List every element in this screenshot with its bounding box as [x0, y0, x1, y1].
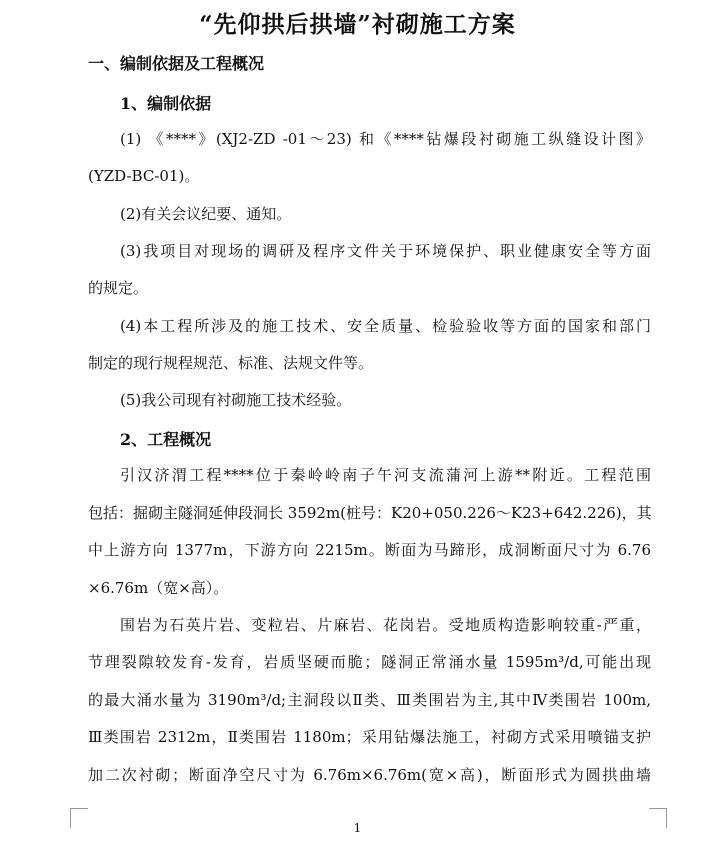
subsection-heading-basis: 1、编制依据	[120, 94, 212, 113]
paragraph-line: 中上游方向 1377m，下游方向 2215m。断面为马蹄形，成洞断面尺寸为 6.76	[88, 541, 651, 559]
paragraph-line: 制定的现行规程规范、标准、法规文件等。	[88, 354, 374, 372]
document-title: “先仰拱后拱墙”衬砌施工方案	[199, 11, 516, 38]
paragraph-line: (1) 《****》(XJ2-ZD -01～23) 和《****钻爆段衬砌施工纵缝设计图》	[120, 130, 651, 148]
paragraph-line: (YZD-BC-01)。	[88, 167, 200, 185]
paragraph-line: 节理裂隙较发育-发育，岩质坚硬而脆；隧洞正常涌水量 1595m³/d,可能出现	[88, 653, 651, 671]
paragraph-line: 围岩为石英片岩、变粒岩、片麻岩、花岗岩。受地质构造影响较重-严重，	[120, 616, 651, 634]
paragraph-line: (2)有关会议纪要、通知。	[120, 205, 292, 223]
paragraph-line: ×6.76m（宽×高）。	[88, 579, 229, 597]
paragraph-line: Ⅲ类围岩 2312m，Ⅱ类围岩 1180m；采用钻爆法施工，衬砌方式采用喷锚支护	[88, 728, 651, 746]
paragraph-line: 加二次衬砌；断面净空尺寸为 6.76m×6.76m(宽×高)，断面形式为圆拱曲墙	[88, 766, 651, 784]
paragraph-line: (5)我公司现有衬砌施工技术经验。	[120, 391, 352, 409]
paragraph-line: 引汉济渭工程****位于秦岭岭南子午河支流蒲河上游**附近。工程范围	[120, 466, 651, 484]
subsection-heading-overview: 2、工程概况	[120, 430, 212, 449]
paragraph-line: (4)本工程所涉及的施工技术、安全质量、检验验收等方面的国家和部门	[120, 317, 651, 335]
section-heading-1: 一、编制依据及工程概况	[88, 54, 265, 73]
paragraph-line: 包括：掘砌主隧洞延伸段洞长 3592m(桩号：K20+050.226～K23+642.226)，其	[88, 504, 652, 522]
page-number: 1	[353, 821, 362, 835]
paragraph-line: 的最大涌水量为 3190m³/d;主洞段以Ⅱ类、Ⅲ类围岩为主,其中Ⅳ类围岩 100m,	[88, 691, 651, 709]
paragraph-line: (3)我项目对现场的调研及程序文件关于环境保护、职业健康安全等方面	[120, 242, 651, 260]
paragraph-line: 的规定。	[88, 279, 149, 297]
